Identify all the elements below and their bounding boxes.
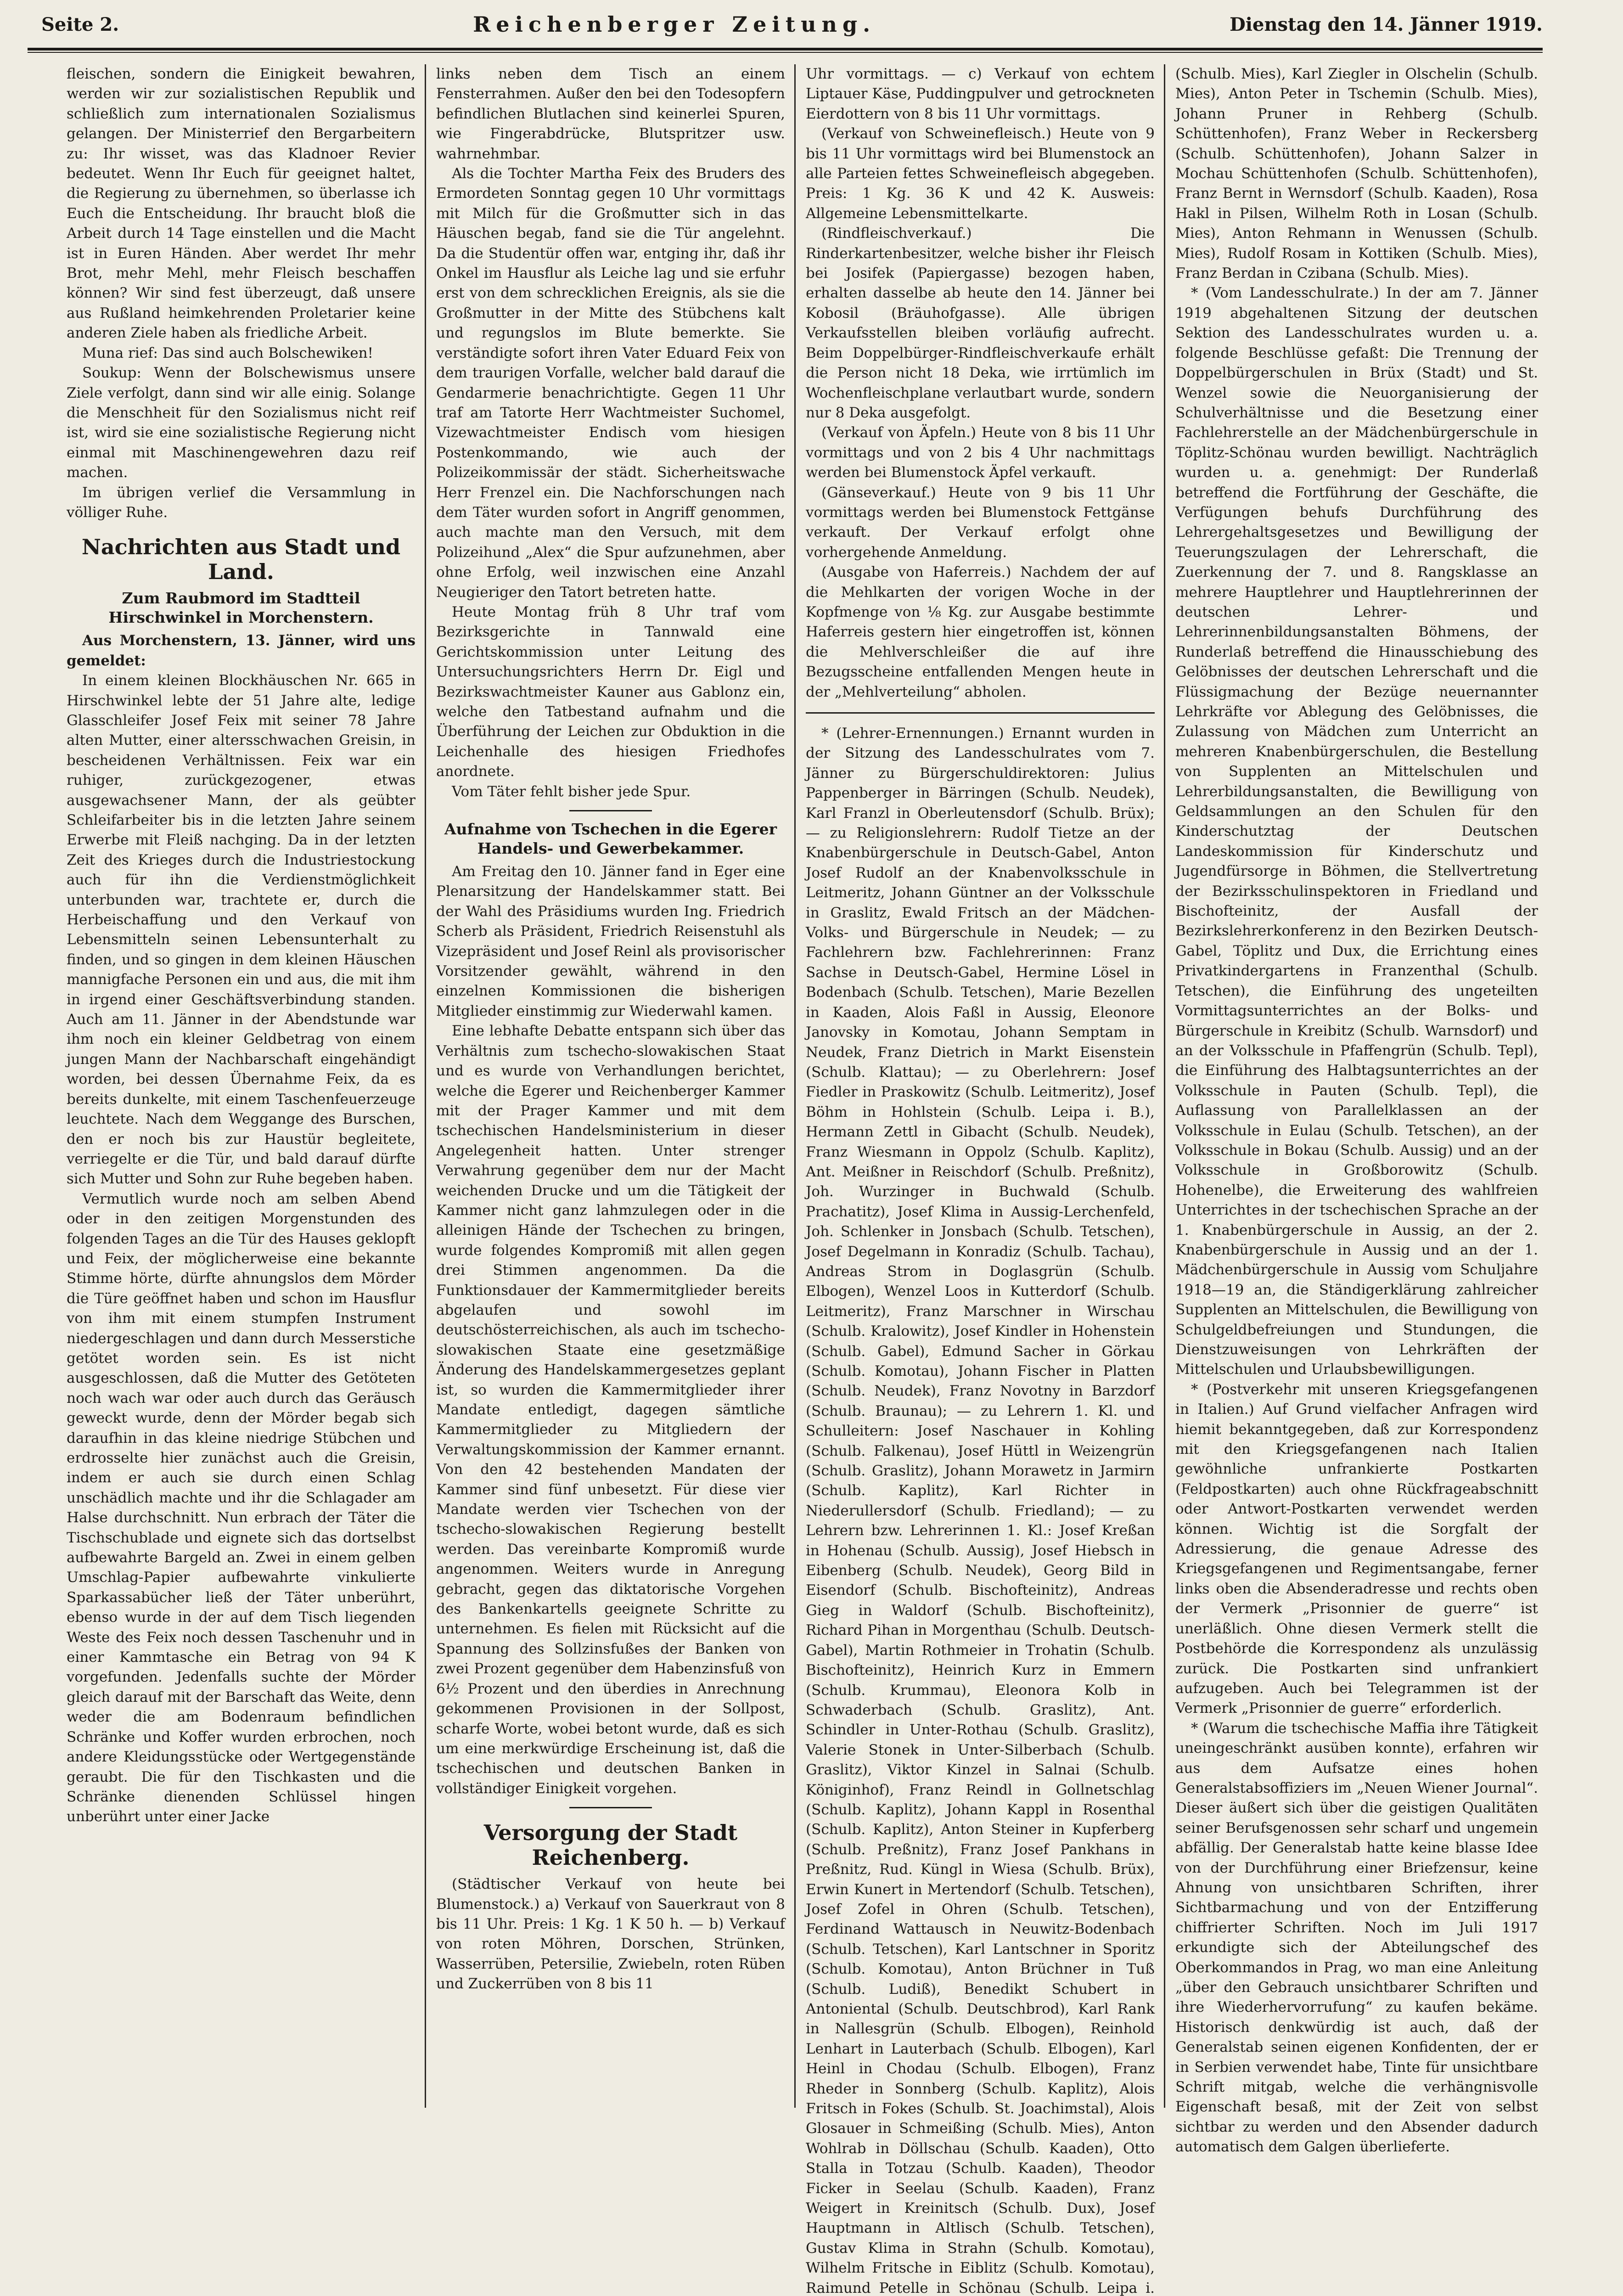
- section-title: Nachrichten aus Stadt und Land.: [81, 535, 401, 585]
- article-paragraph: Uhr vormittags. — c) Verkauf von echtem Liptauer Käse, Puddingpulver und getrockneten Eierdottern von 8 bis 11 Uhr vormittags.: [806, 66, 1155, 122]
- article-paragraph: In einem kleinen Blockhäuschen Nr. 665 in Hirschwinkel lebte der 51 Jahre alte, ledige Glasschleifer Josef Feix mit seiner 78 Jahre alten Mutter, einer altersschwachen Greisin, in bescheidenen Verhältnissen. Feix war ein ruhiger, zurückgezogener, etwas ausgewachsener Mann, der als geübter Schleifarbeiter bis in die letzten Jahre seinem Erwerbe mit Fleiß nachging. Da in der letzten Zeit des Krieges durch die Industriestockung auch für ihn die Verdienstmöglichkeit unterbunden war, trachtete er, durch die Herbeischaffung und den Verkauf von Lebensmitteln seinen Lebensunterhalt zu finden, und so gingen in dem kleinen Häuschen mannigfache Personen ein und aus, die mit ihm in irgend einer Geschäftsverbindung standen. Auch am 11. Jänner in der Abendstunde war ihm noch ein kleiner Geldbetrag von einem jungen Mann der Nachbarschaft eingehändigt worden, bei dessen Übernahme Feix, da es bereits dunkelte, mit einem Taschenfeuerzeuge leuchtete. Nach dem Weggange des Burschen, den er noch bis zur Haustür begleitete, verriegelte er die Tür, und bald darauf dürfte sich Mutter und Sohn zur Ruhe begeben haben.: [67, 672, 416, 1187]
- column-4: [1175, 64, 1538, 2155]
- section-title: Versorgung der Stadt Reichenberg.: [483, 1820, 738, 1870]
- header-rule: [28, 48, 1543, 53]
- article-paragraph: * (Lehrer-Ernennungen.) Ernannt wurden in der Sitzung des Landesschulrates vom 7. Jänner zu Bürgerschuldirektoren: Julius Pappenberger in Bärringen (Schulb. Neudek), Karl Franzl in Oberleutensdorf (Schulb. Brüx); — zu Religionslehrern: Rudolf Tietze an der Knabenbürgerschule in Deutsch-Gabel, Anton Josef Rudolf an der Knabenvolksschule in Leitmeritz, Johann Güntner an der Volksschule in Graslitz, Ewald Fritsch an der Mädchen-Volks- und Bürgerschule in Neudek; — zu Fachlehrern bzw. Fachlehrerinnen: Franz Sachse in Deutsch-Gabel, Hermine Lösel in Bodenbach (Schulb. Tetschen), Marie Bezellen in Kaaden, Alois Faßl in Aussig, Eleonore Janovsky in Komotau, Johann Semptam in Neudek, Franz Dietrich in Markt Eisenstein (Schulb. Klattau); — zu Oberlehrern: Josef Fiedler in Praskowitz (Schulb. Leitmeritz), Josef Böhm in Hohlstein (Schulb. Leipa i. B.), Hermann Zettl in Gibacht (Schulb. Neudek), Franz Wiesmann in Oppolz (Schulb. Kaplitz), Ant. Meißner in Reischdorf (Schulb. Preßnitz), Joh. Wurzinger in Buchwald (Schulb. Prachatitz), Josef Klima in Aussig-Lerchenfeld, Joh. Schlenker in Jonsbach (Schulb. Tetschen), Josef Degelmann in Konradiz (Schulb. Tachau), Andreas Strom in Doglasgrün (Schulb. Elbogen), Wenzel Loos in Kutterdorf (Schulb. Leitmeritz), Franz Marschner in Wirschau (Schulb. Kralowitz), Josef Kindler in Hohenstein (Schulb. Gabel), Edmund Sacher in Görkau (Schulb. Komotau), Johann Fischer in Platten (Schulb. Neudek), Franz Novotny in Barzdorf (Schulb. Braunau); — zu Lehrern 1. Kl. und Schulleitern: Josef Naschauer in Kohling (Schulb. Falkenau), Josef Hüttl in Weizengrün (Schulb. Graslitz), Johann Morawetz in Jarmirn (Schulb. Kaplitz), Karl Richter in Niederullersdorf (Schulb. Friedland); — zu Lehrern bzw. Lehrerinnen 1. Kl.: Josef Kreßan in Hohenau (Schulb. Aussig), Josef Hiebsch in Eibenberg (Schulb. Neudek), Georg Bild in Eisendorf (Schulb. Bischofteinitz), Andreas Gieg in Waldorf (Schulb. Bischofteinitz), Richard Pihan in Morgenthau (Schulb. Deutsch-Gabel), Martin Rothmeier in Trohatin (Schulb. Bischofteinitz), Heinrich Kurz in Emmern (Schulb. Krummau), Eleonora Kolb in Schwaderbach (Schulb. Graslitz), Ant. Schindler in Unter-Rothau (Schulb. Graslitz), Valerie Stonek in Unter-Silberbach (Schulb. Graslitz), Viktor Kinzel in Salnai (Schulb. Königinhof), Franz Reindl in Gollnetschlag (Schulb. Kaplitz), Johann Kappl in Rosenthal (Schulb. Kaplitz), Anton Steiner in Kupferberg (Schulb. Preßnitz), Franz Josef Pankhans in Preßnitz, Rud. Küngl in Wiesa (Schulb. Brüx), Erwin Kunert in Mertendorf (Schulb. Tetschen), Josef Zofel in Ohren (Schulb. Tetschen), Ferdinand Wattausch in Neuwitz-Bodenbach (Schulb. Tetschen), Karl Lantschner in Sporitz (Schulb. Komotau), Anton Brüchner in Tuß (Schulb. Ludiß), Benedikt Schubert in Antoniental (Schulb. Deutschbrod), Karl Rank in Nallesgrün (Schulb. Elbogen), Reinhold Lenhart in Lauterbach (Schulb. Elbogen), Karl Heinl in Chodau (Schulb. Elbogen), Franz Rheder in Sonnberg (Schulb. Kaplitz), Alois Fritsch in Fokes (Schulb. St. Joachimstal), Alois Glosauer in Schmeißing (Schulb. Mies), Anton Wohlrab in Döllschau (Schulb. Kaaden), Otto Stalla in Totzau (Schulb. Kaaden), Theodor Ficker in Seelau (Schulb. Kaaden), Franz Weigert in Kreinitsch (Schulb. Dux), Josef Hauptmann in Altlisch (Schulb. Tetschen), Gustav Klima in Strahn (Schulb. Komotau), Wilhelm Fritsche in Eiblitz (Schulb. Komotau), Raimund Petelle in Schönau (Schulb. Leipa i.: [806, 725, 1155, 2296]
- article-paragraph: Vermutlich wurde noch am selben Abend oder in den zeitigen Morgenstunden des folgenden Tages an die Tür des Hauses geklopft und Feix, der möglicherweise eine bekannte Stimme hörte, dürfte ahnungslos dem Mörder die Türe geöffnet haben und schon im Hausflur von ihm mit einem stumpfen Instrument niedergeschlagen und dann durch Messerstiche getötet worden sein. Es ist nicht ausgeschlossen, daß die Mutter des Getöteten noch wach war oder auch durch das Geräusch geweckt wurde, denn der Mörder begab sich daraufhin in das kleine niedrige Stübchen und erdrosselte hier zunächst auch die Greisin, indem er auch sie durch einen Schlag unschädlich machte und ihr die Schlagader am Halse durchschnitt. Nun erbrach der Täter die Tischschublade und eignete sich das dortselbst aufbewahrte Bargeld an. Zwei in einem gelben Umschlag-Papier aufbewahrte vinkulierte Sparkassabücher ließ der Täter unberührt, ebenso wurde in der auf dem Tisch liegenden Weste des Feix noch dessen Taschenuhr und in einer Kammtasche ein Betrag von 94 K vorgefunden. Jedenfalls suchte der Mörder gleich darauf mit der Barschaft das Weite, denn weder die am Bodenraum befindlichen Schränke und Koffer wurden erbrochen, noch andere Kleidungsstücke oder Wertgegenstände geraubt. Die für den Tischkasten und die Schränke dienenden Schlüssel hingen unberührt unter einer Jacke: [67, 1190, 416, 1825]
- masthead: Reichenberger Zeitung.: [473, 12, 876, 37]
- article-paragraph: Als die Tochter Martha Feix des Bruders des Ermordeten Sonntag gegen 10 Uhr vormittags mit Milch für die Großmutter sich in das Häuschen begab, fand sie die Tür angelehnt. Da die Studentür offen war, entging ihr, daß ihr Onkel im Hausflur als Leiche lag und sie erfuhr erst von dem schrecklichen Ereignis, als sie die Großmutter in der Mitte des Stübchens kalt und regungslos im Blute bemerkte. Sie verständigte sofort ihren Vater Eduard Feix von dem traurigen Vorfalle, welcher bald darauf die Gendarmerie benachrichtigte. Gegen 11 Uhr traf am Tatorte Herr Wachtmeister Suchomel, Vizewachtmeister Endisch vom hiesigen Postenkommando, wie auch der Polizeikommissär der städt. Sicherheitswache Herr Frenzel ein. Die Nachforschungen nach dem Täter wurden sofort in Angriff genommen, auch machte man den Versuch, mit dem Polizeihund „Alex“ die Spur aufzunehmen, aber ohne Erfolg, weil inzwischen eine Anzahl Neugieriger den Tatort betreten hatte.: [436, 165, 785, 601]
- article-paragraph: (Schulb. Mies), Karl Ziegler in Olschelin (Schulb. Mies), Anton Peter in Tschemin (Schulb. Mies), Johann Pruner in Rehberg (Schulb. Schüttenhofen), Franz Weber in Reckersberg (Schulb. Schüttenhofen), Johann Salzer in Mochau Schüttenhofen (Schulb. Schüttenhofen), Franz Bernt in Wernsdorf (Schulb. Kaaden), Rosa Hakl in Pilsen, Wilhelm Roth in Losan (Schulb. Mies), Anton Rehmann in Wenussen (Schulb. Mies), Rudolf Rosam in Kottiken (Schulb. Mies), Franz Berdan in Czibana (Schulb. Mies).: [1175, 66, 1538, 282]
- issue-date: Dienstag den 14. Jänner 1919.: [1230, 13, 1543, 35]
- article-paragraph: (Verkauf von Äpfeln.) Heute von 8 bis 11 Uhr vormittags und von 2 bis 4 Uhr nachmittags werden bei Blumenstock Äpfel verkauft.: [806, 424, 1155, 481]
- page-number: Seite 2.: [41, 13, 119, 35]
- article-paragraph: * (Vom Landesschulrate.) In der am 7. Jänner 1919 abgehaltenen Sitzung der deutschen Sektion des Landesschulrates wurden u. a. folgende Beschlüsse gefaßt: Die Trennung der Doppelbürgerschulen in Brüx (Stadt) und St. Wenzel sowie die Neuorganisierung der Schulverhältnisse und die Besetzung einer Fachlehrerstelle an der Mädchenbürgerschule in Töplitz-Schönau wurden bewilligt. Nachträglich wurden u. a. genehmigt: Der Runderlaß betreffend die Fortführung der Geschäfte, die Verfügungen behufs Durchführung des Lehrergehaltsgesetzes und Bewilligung der Teuerungszulagen der Lehrerschaft, die Zuerkennung der 7. und 8. Rangsklasse an mehrere Hauptlehrer und Hauptlehrerinnen der deutschen Lehrer- und Lehrerinnenbildungsanstalten Böhmens, der Runderlaß betreffend die Hinausschiebung des Gelöbnisses der deutschen Lehrerschaft und die Flüssigmachung der Bezüge neuernannter Lehrkräfte vor Ablegung des Gelöbnisses, die Zulassung von Mädchen zum Unterricht an mehreren Knabenbürgerschulen, die Bestellung von Supplenten an Mittelschulen und Lehrerbildungsanstalten, die Bewilligung von Geldsammlungen an den Schulen für den Kinderschutztag der Deutschen Landeskommission für Kinderschutz und Jugendfürsorge in Böhmen, die Stellvertretung der Bezirksschulinspektoren in Friedland und Bischofteinitz, der Ausfall der Bezirkslehrerkonferenz in den Bezirken Deutsch-Gabel, Töplitz und Dux, die Errichtung eines Privatkindergartens in Franzenthal (Schulb. Tetschen), die Einführung des ungeteilten Vormittagsunterrichtes an der Bolks- und Bürgerschule in Kreibitz (Schulb. Warnsdorf) und an der Volksschule in Pfaffengrün (Schulb. Tepl), die Einführung des Halbtagsunterrichtes an der Volksschule in Pauten (Schulb. Tepl), die Auflassung von Parallelklassen an der Volksschule in Eulau (Schulb. Tetschen), an der Volksschule in Bokau (Schulb. Aussig) und an der Volksschule in Großborowitz (Schulb. Hohenelbe), die Erweiterung des wahlfreien Unterrichtes in der tschechischen Sprache an der 1. Knabenbürgerschule in Aussig, an der 2. Knabenbürgerschule in Aussig und an der 1. Mädchenbürgerschule in Aussig vom Schuljahre 1918—19 an, die Ständigerklärung zahlreicher Supplenten an Mittelschulen, die Bewilligung von Schulgeldbefreiungen und Stundungen, die Dienstzuweisungen von Lehrkräften der Mittelschulen und Urlaubsbewilligungen.: [1175, 285, 1538, 1378]
- article-paragraph: fleischen, sondern die Einigkeit bewahren, werden wir zur sozialistischen Republik und schließlich zum internationalen Sozialismus gelangen. Der Ministerrief den Bergarbeitern zu: Ihr wisset, was das Kladnoer Revier bedeutet. Wenn Ihr Euch für geeignet haltet, die Regierung zu übernehmen, so überlasse ich Euch die Entscheidung. Ihr braucht bloß die Arbeit durch 14 Tage einstellen und die Macht ist in Euren Händen. Aber werdet Ihr mehr Brot, mehr Mehl, mehr Fleisch beschaffen können? Wir sind fest überzeugt, daß unsere aus Rußland heimkehrenden Proletarier keine anderen Ziele haben als friedliche Arbeit.: [67, 66, 416, 342]
- article-paragraph: Soukup: Wenn der Bolschewismus unsere Ziele verfolgt, dann sind wir alle einig. Solange die Menschheit für den Sozialismus nicht reif ist, wird sie eine sozialistische Regierung nicht einmal mit Maschinengewehren dazu reif machen.: [67, 365, 416, 481]
- column-rule: [425, 64, 426, 2108]
- column-2: [436, 64, 785, 2117]
- article-paragraph: (Ausgabe von Haferreis.) Nachdem der auf die Mehlkarten der vorigen Woche in der Kopfmenge von ⅛ Kg. zur Ausgabe bestimmte Haferreis gestern hier eingetroffen ist, können die Mehlverschleißer die auf ihre Bezugsscheine entfallenden Mengen heute in der „Mehlverteilung“ abholen.: [806, 564, 1155, 700]
- article-paragraph: (Gänseverkauf.) Heute von 9 bis 11 Uhr vormittags werden bei Blumenstock Fettgänse verkauft. Der Verkauf erfolgt ohne vorhergehende Anmeldung.: [806, 484, 1155, 561]
- article-paragraph: Am Freitag den 10. Jänner fand in Eger eine Plenarsitzung der Handelskammer statt. Bei der Wahl des Präsidiums wurden Ing. Friedrich Scherb als Präsident, Friedrich Reisenstuhl als Vizepräsident und Josef Reinl als provisorischer Vorsitzender gewählt, während in den einzelnen Kommissionen die bisherigen Mitglieder einstimmig zur Wiederwahl kamen.: [436, 863, 785, 1019]
- divider: [569, 810, 652, 811]
- article-headline: Zum Raubmord im Stadtteil Hirschwinkel in Morchenstern.: [108, 589, 374, 627]
- column-rule: [1164, 64, 1165, 2108]
- article-paragraph: (Städtischer Verkauf von heute bei Blumenstock.) a) Verkauf von Sauerkraut von 8 bis 11 Uhr. Preis: 1 Kg. 1 K 50 h. — b) Verkauf von roten Möhren, Dorschen, Strünken, Wasserrüben, Petersilie, Zwiebeln, roten Rüben und Zuckerrüben von 8 bis 11: [436, 1876, 785, 1992]
- column-1: [67, 64, 416, 2117]
- column-3: [806, 64, 1155, 2296]
- article-paragraph: Vom Täter fehlt bisher jede Spur.: [452, 783, 691, 800]
- page-header: [41, 4, 1543, 45]
- article-paragraph: * (Postverkehr mit unseren Kriegsgefangenen in Italien.) Auf Grund vielfacher Anfragen wird hiemit bekanntgegeben, daß zur Korrespondenz mit den Kriegsgefangenen nach Italien gewöhnliche unfrankierte Postkarten (Feldpostkarten) auch ohne Rückfrageabschnitt oder Antwort-Postkarten verwendet werden können. Wichtig ist die Sorgfalt der Adressierung, die genaue Adresse des Kriegsgefangenen und Regimentsangabe, ferner links oben die Absenderadresse und rechts oben der Vermerk „Prisonnier de guerre“ ist unerläßlich. Ohne diesen Vermerk stellt die Postbehörde die Korrespondenz als unzulässig zurück. Die Postkarten sind unfrankiert aufzugeben. Auch bei Telegrammen ist der Vermerk „Prisonnier de guerre“ erforderlich.: [1175, 1381, 1538, 1717]
- article-paragraph: Eine lebhafte Debatte entspann sich über das Verhältnis zum tschecho-slowakischen Staat und es wurde von Verhandlungen berichtet, welche die Egerer und Reichenberger Kammer mit der Prager Kammer und mit dem tschechischen Handelsministerium in dieser Angelegenheit hatten. Unter strenger Verwahrung gegenüber dem nur der Macht weichenden Drucke und um die Tätigkeit der Kammer nicht ganz lahmzulegen oder in die alleinigen Hände der Tschechen zu bringen, wurde folgendes Kompromiß mit allen gegen drei Stimmen angenommen. Da die Funktionsdauer der Kammermitglieder bereits abgelaufen und sowohl im deutschösterreichischen, als auch im tschecho-slowakischen Staate eine gesetzmäßige Änderung des Handelskammergesetzes geplant ist, so wurden die Kammermitglieder ihrer Mandate entledigt, dagegen sämtliche Kammermitglieder zu Mitgliedern der Verwaltungskommission der Kammer ernannt. Von den 42 bestehenden Mandaten der Kammer sind fünf unbesetzt. Für diese vier Mandate werden vier Tschechen von der tschecho-slowakischen Regierung bestellt werden. Das vereinbarte Kompromiß wurde angenommen. Weiters wurde in Anregung gebracht, gegen das diktatorische Vorgehen des Bankenkartells geeignete Schritte zu unternehmen. Es fielen mit Rücksicht auf die Spannung des Sollzinsfußes der Banken von zwei Prozent gegenüber dem Habenzinsfuß von 6½ Prozent und den überdies in Anrechnung gekommenen Provisionen in der Sollpost, scharfe Worte, wobei betont wurde, daß es sich um eine merkwürdige Erscheinung ist, daß die tschechischen und deutschen Banken in vollständiger Einigkeit vorgehen.: [436, 1023, 785, 1797]
- article-dateline: Aus Morchenstern, 13. Jänner, wird uns gemeldet:: [67, 632, 416, 669]
- article-paragraph: (Verkauf von Schweinefleisch.) Heute von 9 bis 11 Uhr vormittags wird bei Blumenstock an alle Parteien fettes Schweinefleisch abgegeben. Preis: 1 Kg. 36 K und 42 K. Ausweis: Allgemeine Lebensmittelkarte.: [806, 125, 1155, 222]
- column-rule: [794, 64, 796, 2108]
- article-paragraph: links neben dem Tisch an einem Fensterrahmen. Außer den bei den Todesopfern befindlichen Blutlachen sind keinerlei Spuren, wie Fingerabdrücke, Blutspritzer usw. wahrnehmbar.: [436, 66, 785, 162]
- article-headline: Aufnahme von Tschechen in die Egerer Handels- und Gewerbekammer.: [444, 820, 777, 858]
- article-paragraph: * (Warum die tschechische Maffia ihre Tätigkeit uneingeschränkt ausüben konnte), erfahren wir aus dem Aufsatze eines hohen Generalstabsoffiziers im „Neuen Wiener Journal“. Dieser äußert sich über die geistigen Qualitäten seiner Berufsgenossen sehr scharf und ungemein abfällig. Der Generalstab hatte keine blasse Idee von der Durchführung einer Briefzensur, keine Ahnung von unsichtbaren Schriften, ihrer Sichtbarmachung und von der Entzifferung chiffrierter Schriften. Noch im Juli 1917 erkundigte sich der Abteilungschef des Oberkommandos in Prag, wo man eine Anleitung „über den Gebrauch unsichtbarer Schriften und ihre Wiederhervorrufung“ zu kaufen bekäme. Historisch denkwürdig ist auch, daß der Generalstab seinen eigenen Konfidenten, der er in Serbien verwendet habe, Tinte für unsichtbare Schrift mitgab, welche die verhängnisvolle Eigenschaft besaß, mit der Zeit von selbst sichtbar zu werden und den Absender dadurch automatisch dem Galgen überlieferte.: [1175, 1720, 1538, 2155]
- divider: [806, 712, 1155, 714]
- divider: [569, 1807, 652, 1808]
- article-paragraph: Heute Montag früh 8 Uhr traf vom Bezirksgerichte in Tannwald eine Gerichtskommission unter Leitung des Untersuchungsrichters Herrn Dr. Eigl und Bezirkswachtmeister Kauner aus Gablonz ein, welche den Tatbestand aufnahm und die Überführung der Leichen zur Obduktion in die Leichenhalle des hiesigen Friedhofes anordnete.: [436, 603, 785, 780]
- article-paragraph: Im übrigen verlief die Versammlung in völliger Ruhe.: [67, 484, 416, 521]
- article-paragraph: Muna rief: Das sind auch Bolschewiken!: [82, 344, 374, 361]
- article-paragraph: (Rindfleischverkauf.) Die Rinderkartenbesitzer, welche bisher ihr Fleisch bei Josifek (Papiergasse) bezogen haben, erhalten dasselbe ab heute den 14. Jänner bei Kobosil (Bräuhofgasse). Alle übrigen Verkaufsstellen bleiben vorläufig aufrecht. Beim Doppelbürger-Rindfleischverkaufe erhält die Person nicht 18 Deka, wie irrtümlich im Wochenfleischplane verlautbart wurde, sondern nur 8 Deka ausgefolgt.: [806, 225, 1155, 421]
